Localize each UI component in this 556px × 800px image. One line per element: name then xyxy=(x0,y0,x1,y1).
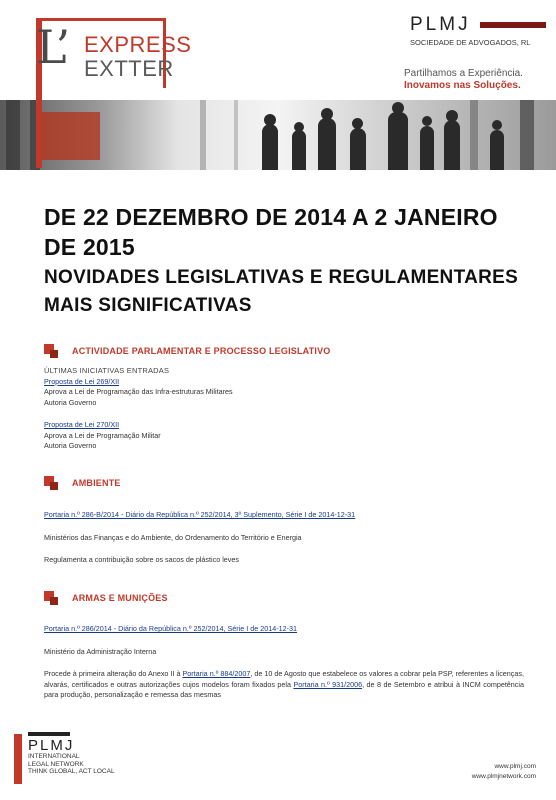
footer-urls xyxy=(472,762,536,782)
portaria-286-link[interactable]: Portaria n.º 286/2014 - Diário da República n.º 252/2014, Série I de 2014-12-31 xyxy=(44,624,297,633)
section-parlamentar xyxy=(44,344,524,452)
firm-name: PLMJ xyxy=(410,14,471,35)
footer-network-line1: INTERNATIONAL xyxy=(28,753,80,760)
proposal-269-author: Autoria Governo xyxy=(44,397,97,407)
firm-logo-bar xyxy=(480,22,546,28)
footer-logo-bar xyxy=(28,732,70,736)
header-banner xyxy=(0,0,556,176)
footer-network-line2: LEGAL NETWORK xyxy=(28,760,84,768)
logo-exxter-text: EXTTER xyxy=(84,56,174,81)
page-title: DE 22 DEZEMBRO DE 2014 A 2 JANEIRO DE 2015 xyxy=(44,204,498,260)
section-header xyxy=(44,591,524,605)
ambiente-ministry: Ministérios das Finanças e do Ambiente, do Ordenamento do Território e Energia xyxy=(44,532,302,542)
armas-ministry: Ministério da Administração Interna xyxy=(44,646,157,656)
proposal-270-desc: Aprova a Lei de Programação Militar xyxy=(44,430,161,440)
firm-subtitle: SOCIEDADE DE ADVOGADOS, RL xyxy=(410,38,531,47)
portaria-931-link[interactable]: Portaria n.º 931/2006 xyxy=(293,679,363,689)
section-marker-icon xyxy=(44,344,60,358)
proposal-269-desc: Aprova a Lei de Programação das Infra-estruturas Militares xyxy=(44,387,233,396)
footer-slogan: THINK GLOBAL, ACT LOCAL xyxy=(28,768,115,775)
footer-red-line xyxy=(14,734,22,784)
footer-firm-name: PLMJ xyxy=(28,737,75,754)
proposal-269-link[interactable]: Proposta de Lei 269/XII xyxy=(44,376,120,386)
portaria-884-link[interactable]: Portaria n.º 884/2007 xyxy=(182,669,251,678)
logo-express-text: EXPRESS xyxy=(84,32,192,57)
tagline-1: Partilhamos a Experiência. xyxy=(404,68,523,79)
section-armas xyxy=(44,591,524,701)
page-subtitle: NOVIDADES LEGISLATIVAS E REGULAMENTARES MAIS SIGNIFICATIVAS xyxy=(44,267,519,316)
footer-url-plmj[interactable]: www.plmj.com xyxy=(494,763,536,770)
section-header xyxy=(44,344,524,358)
ambiente-summary: Regulamenta a contribuição sobre os sacos de plástico leves xyxy=(44,555,239,564)
subheading: ÚLTIMAS INICIATIVAS ENTRADAS xyxy=(44,366,170,375)
proposal-270-link[interactable]: Proposta de Lei 270/XII xyxy=(44,420,120,429)
section-title: ARMAS E MUNIÇÕES xyxy=(72,593,168,603)
proposal-270-author: Autoria Governo xyxy=(44,441,97,450)
portaria-286b-link[interactable]: Portaria n.º 286-B/2014 - Diário da República n.º 252/2014, 3º Suplemento, Série I de 2014-12-31 xyxy=(44,510,356,519)
firm-logo xyxy=(410,14,546,47)
footer-url-network[interactable]: www.plmjnetwork.com xyxy=(471,773,536,780)
section-title: ACTIVIDADE PARLAMENTAR E PROCESSO LEGISLATIVO xyxy=(72,346,331,356)
footer-logo xyxy=(28,738,115,776)
armas-summary: Procede à primeira alteração do Anexo II à Portaria n.º 884/2007, de 10 de Agosto que estabelece os valores a cobrar pela PSP, referentes a licenças, alvarás, certificados e outras autorizações cujos modelos foram fixados pela Portaria n.º 931/2006, de 8 de Setembro e atribui à INCM competência para produção, personalização e remessa das mesmas xyxy=(44,669,524,699)
section-header xyxy=(44,476,524,490)
tagline-2: Inovamos nas Soluções. xyxy=(404,80,521,91)
section-ambiente xyxy=(44,476,524,566)
section-marker-icon xyxy=(44,591,60,605)
page-title-block xyxy=(44,202,534,320)
banner-red-block xyxy=(40,112,100,160)
section-title: AMBIENTE xyxy=(72,478,121,488)
logo-l-mark: L’ xyxy=(36,20,71,74)
section-marker-icon xyxy=(44,476,60,490)
